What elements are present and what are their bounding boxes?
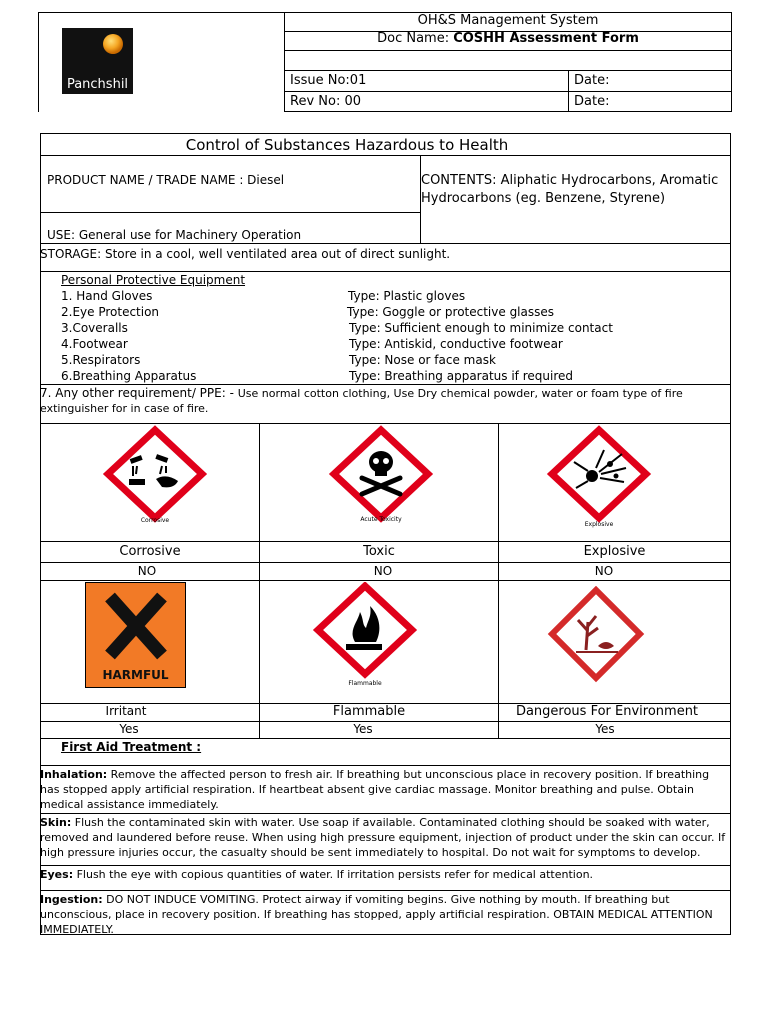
hazard-name: Flammable xyxy=(332,704,406,719)
pictogram-caption: Acute Toxicity xyxy=(360,516,402,523)
doc-name-label: Doc Name: xyxy=(377,31,454,46)
ppe-type: Type: Sufficient enough to minimize contact xyxy=(349,321,613,335)
hazard-answer: NO xyxy=(137,564,157,578)
inhalation-label: Inhalation: xyxy=(40,768,108,781)
contents: CONTENTS: Aliphatic Hydrocarbons, Aromatic Hydrocarbons (eg. Benzene, Styrene) xyxy=(421,173,719,206)
first-aid-skin xyxy=(40,815,728,860)
product-name: PRODUCT NAME / TRADE NAME : Diesel xyxy=(47,173,285,187)
harmful-x-icon xyxy=(86,587,187,667)
ingestion-text: DO NOT INDUCE VOMITING. Protect airway if vomiting begins. Give nothing by mouth. If breathing but unconscious, place in recovery position. If breathing has stopped, apply artificial respiration. OBTAIN MEDICAL ATTENTION IMMEDIATELY. xyxy=(40,893,713,936)
environment-pictogram xyxy=(546,586,646,686)
ppe-type: Type: Goggle or protective glasses xyxy=(347,305,555,319)
hazard-name: Dangerous For Environment xyxy=(515,704,699,719)
pictogram-caption: Explosive xyxy=(584,521,614,528)
first-aid-heading: First Aid Treatment : xyxy=(61,740,202,754)
ppe-type: Type: Antiskid, conductive footwear xyxy=(349,337,563,351)
management-system-title: OH&S Management System xyxy=(417,13,599,28)
ppe-item: 1. Hand Gloves xyxy=(61,289,153,303)
doc-name xyxy=(285,32,731,46)
logo-text: Panchshil xyxy=(66,77,129,92)
hazard-name: Irritant xyxy=(105,704,147,718)
skin-text: Flush the contaminated skin with water. Use soap if available. Contaminated clothing should be soaked with water, removed and laundered before reuse. When using high pressure equipment, injection of product under the skin can occur. If high pressure injuries occur, the casualty should be sent immediately to hospital. Do not wait for symptoms to develop. xyxy=(40,816,726,859)
ppe-type: Type: Breathing apparatus if required xyxy=(349,369,573,383)
ppe-item: 6.Breathing Apparatus xyxy=(61,369,197,383)
issue-number: Issue No:01 xyxy=(290,73,367,88)
ingestion-label: Ingestion: xyxy=(40,893,103,906)
ppe-type: Type: Plastic gloves xyxy=(348,289,466,303)
hazard-answer: NO xyxy=(373,564,393,578)
ppe-item: 3.Coveralls xyxy=(61,321,128,335)
ppe-item: 4.Footwear xyxy=(61,337,128,351)
use: USE: General use for Machinery Operation xyxy=(47,228,302,242)
form-title: Control of Substances Hazardous to Health xyxy=(185,136,509,154)
eyes-text: Flush the eye with copious quantities of water. If irritation persists refer for medical attention. xyxy=(73,868,594,881)
company-logo xyxy=(62,28,133,94)
harmful-label: HARMFUL xyxy=(102,668,169,682)
other-requirement-label: 7. Any other requirement/ PPE: - xyxy=(40,386,238,400)
revision-number: Rev No: 00 xyxy=(290,94,362,109)
pictogram-caption: Flammable xyxy=(348,680,382,687)
toxic-pictogram xyxy=(326,424,436,534)
first-aid-eyes xyxy=(40,867,728,882)
exploding-bomb-icon xyxy=(544,424,654,534)
hazard-name: Corrosive xyxy=(119,544,181,559)
flammable-pictogram xyxy=(310,582,420,692)
hazard-answer: Yes xyxy=(119,722,139,736)
doc-name-value: COSHH Assessment Form xyxy=(453,31,639,46)
eyes-label: Eyes: xyxy=(40,868,74,881)
other-requirement xyxy=(40,386,728,416)
environment-icon xyxy=(546,586,646,686)
hazard-answer: NO xyxy=(594,564,614,578)
corrosive-pictogram xyxy=(100,424,210,534)
storage: STORAGE: Store in a cool, well ventilated area out of direct sunlight. xyxy=(40,247,451,261)
ppe-type: Type: Nose or face mask xyxy=(349,353,496,367)
date-field-2: Date: xyxy=(574,94,610,109)
hazard-name: Explosive xyxy=(583,544,646,559)
hazard-answer: Yes xyxy=(595,722,615,736)
ppe-item: 5.Respirators xyxy=(61,353,141,367)
ppe-item: 2.Eye Protection xyxy=(61,305,160,319)
hazard-answer: Yes xyxy=(353,722,373,736)
hazard-name: Toxic xyxy=(363,544,395,559)
date-field-1: Date: xyxy=(574,73,610,88)
first-aid-ingestion xyxy=(40,892,728,937)
inhalation-text: Remove the affected person to fresh air. If breathing but unconscious place in recovery position. If breathing has stopped apply artificial respiration. If heartbeat absent give cardiac massage. Monitor breathing and pulse. Obtain medical assistance immediately. xyxy=(40,768,710,811)
other-requirement-text: Use normal cotton clothing, Use Dry chemical powder, water or foam type of fire extinguisher for in case of fire. xyxy=(40,387,683,415)
harmful-pictogram xyxy=(85,582,186,688)
explosive-pictogram xyxy=(544,424,654,534)
ppe-heading: Personal Protective Equipment xyxy=(61,273,246,287)
first-aid-inhalation xyxy=(40,767,728,812)
flame-icon xyxy=(310,582,420,692)
pictogram-caption: Corrosive xyxy=(140,517,170,524)
skin-label: Skin: xyxy=(40,816,72,829)
